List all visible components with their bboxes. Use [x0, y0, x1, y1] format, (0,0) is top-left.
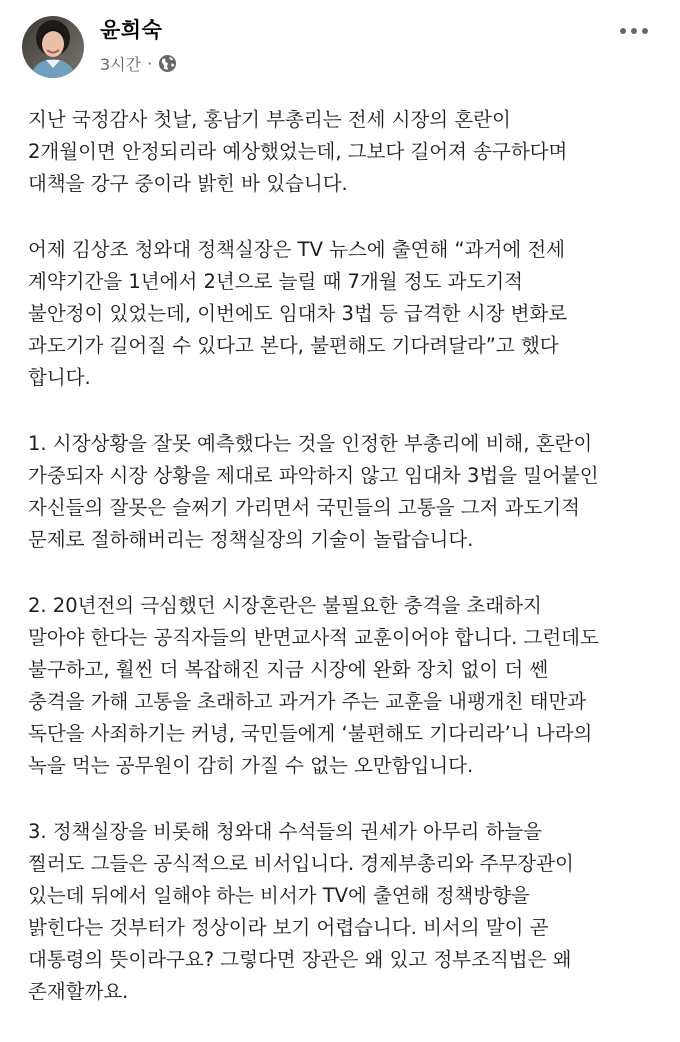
- text-line: 찔러도 그들은 공식적으로 비서입니다. 경제부총리와 주무장관이: [28, 852, 574, 875]
- text-line: 가중되자 시장 상황을 제대로 파악하지 않고 임대차 3법을 밀어붙인: [28, 464, 599, 487]
- post-paragraph: [28, 590, 670, 782]
- avatar[interactable]: [22, 16, 84, 78]
- text-line: 2개월이면 안정되리라 예상했었는데, 그보다 길어져 송구하다며: [28, 140, 568, 163]
- avatar-image: [22, 16, 84, 78]
- text-line: 지난 국정감사 첫날, 홍남기 부총리는 전세 시장의 혼란이: [28, 108, 511, 131]
- text-line: 대책을 강구 중이라 밝힌 바 있습니다.: [28, 172, 348, 195]
- post-paragraph: [28, 104, 670, 200]
- text-line: 녹을 먹는 공무원이 감히 가질 수 없는 오만함입니다.: [28, 754, 474, 777]
- text-line: 대통령의 뜻이라구요? 그렇다면 장관은 왜 있고 정부조직법은 왜: [28, 948, 572, 971]
- text-line: 문제로 절하해버리는 정책실장의 기술이 놀랍습니다.: [28, 528, 474, 551]
- post-meta: [100, 52, 177, 75]
- post-header: [0, 0, 680, 100]
- text-line: 3. 정책실장을 비롯해 청와대 수석들의 권세가 아무리 하늘을: [28, 820, 543, 843]
- text-line: 말아야 한다는 공직자들의 반면교사적 교훈이어야 합니다. 그런데도: [28, 626, 599, 649]
- text-line: 불구하고, 훨씬 더 복잡해진 지금 시장에 완화 장치 없이 더 쎈: [28, 658, 549, 681]
- post-body: [28, 104, 670, 1042]
- text-line: 밝힌다는 것부터가 정상이라 보기 어렵습니다. 비서의 말이 곧: [28, 916, 549, 939]
- text-line: 1. 시장상황을 잘못 예측했다는 것을 인정한 부총리에 비해, 혼란이: [28, 432, 593, 455]
- more-options-icon[interactable]: [612, 18, 656, 44]
- text-line: 계약기간을 1년에서 2년으로 늘릴 때 7개월 정도 과도기적: [28, 270, 524, 293]
- text-line: 합니다.: [28, 366, 91, 389]
- text-line: 2. 20년전의 극심했던 시장혼란은 불필요한 충격을 초래하지: [28, 594, 542, 617]
- meta-separator: ·: [147, 54, 153, 73]
- globe-icon[interactable]: [158, 54, 177, 73]
- text-line: 불안정이 있었는데, 이번에도 임대차 3법 등 급격한 시장 변화로: [28, 302, 568, 325]
- text-line: 과도기가 길어질 수 있다고 본다, 불편해도 기다려달라”고 했다: [28, 334, 559, 357]
- post-timestamp[interactable]: 3시간: [100, 55, 142, 74]
- author-name[interactable]: 윤희숙: [100, 18, 163, 42]
- text-line: 있는데 뒤에서 일해야 하는 비서가 TV에 출연해 정책방향을: [28, 884, 530, 907]
- text-line: 충격을 가해 고통을 초래하고 과거가 주는 교훈을 내팽개친 태만과: [28, 690, 587, 713]
- post-paragraph: [28, 816, 670, 1008]
- post-paragraph: [28, 428, 670, 556]
- text-line: 어제 김상조 청와대 정책실장은 TV 뉴스에 출연해 “과거에 전세: [28, 238, 566, 261]
- text-line: 독단을 사죄하기는 커녕, 국민들에게 ‘불편해도 기다리라’니 나라의: [28, 722, 593, 745]
- text-line: 자신들의 잘못은 슬쩌기 가리면서 국민들의 고통을 그저 과도기적: [28, 496, 580, 519]
- post-paragraph: [28, 234, 670, 394]
- text-line: 존재할까요.: [28, 980, 129, 1003]
